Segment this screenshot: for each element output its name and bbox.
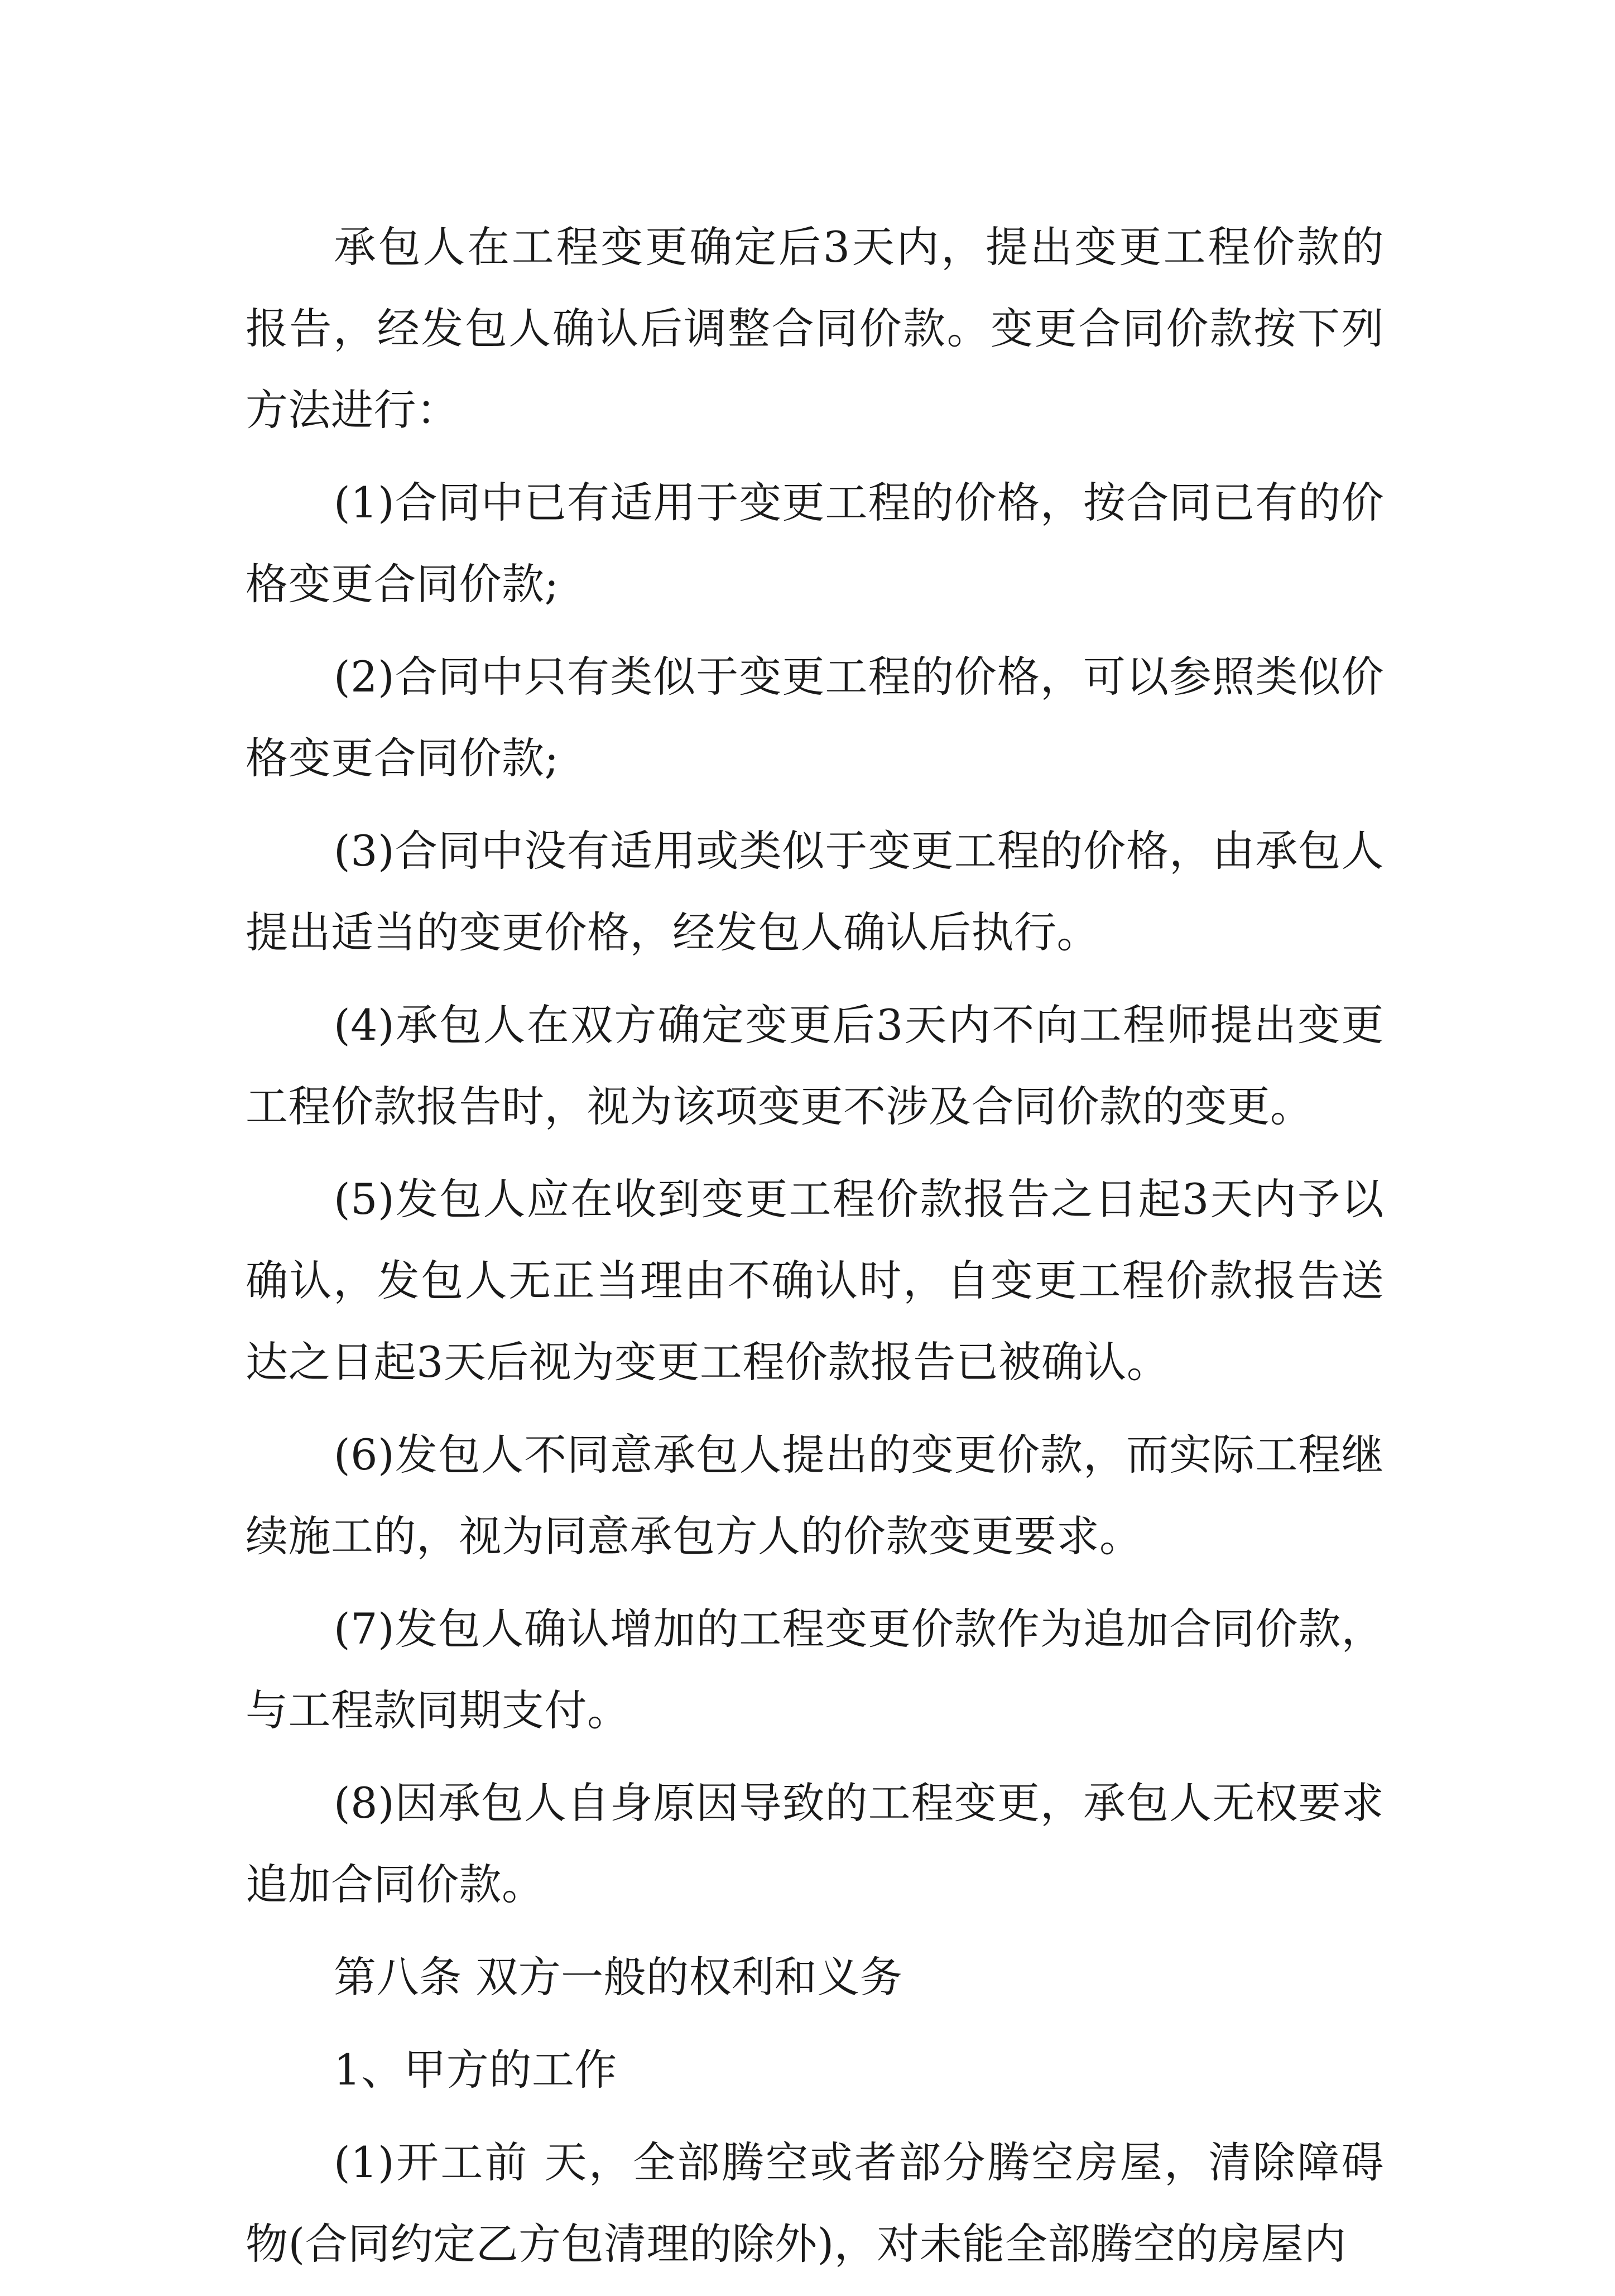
paragraph-change-price-intro: 承包人在工程变更确定后3天内，提出变更工程价款的报告，经发包人确认后调整合同价款。变更合同价款按下列方法进行： bbox=[246, 222, 1384, 435]
section-heading-article-8: 第八条 双方一般的权利和义务 bbox=[334, 1952, 903, 2002]
paragraph-item-6: (6)发包人不同意承包人提出的变更价款，而实际工程继续施工的，视为同意承包方人的价款变更要求。 bbox=[246, 1430, 1384, 1561]
paragraph-item-2: (2)合同中只有类似于变更工程的价格，可以参照类似价格变更合同价款; bbox=[246, 652, 1384, 783]
paragraph-item-4: (4)承包人在双方确定变更后3天内不向工程师提出变更工程价款报告时，视为该项变更不涉及合同价款的变更。 bbox=[246, 1000, 1384, 1131]
paragraph-item-8: (8)因承包人自身原因导致的工程变更，承包人无权要求追加合同价款。 bbox=[246, 1778, 1384, 1909]
paragraph-item-5: (5)发包人应在收到变更工程价款报告之日起3天内予以确认，发包人无正当理由不确认时，自变更工程价款报告送达之日起3天后视为变更工程价款报告已被确认。 bbox=[246, 1174, 1384, 1387]
subsection-heading-party-a-work: 1、甲方的工作 bbox=[334, 2045, 617, 2095]
paragraph-item-1: (1)合同中已有适用于变更工程的价格，按合同已有的价格变更合同价款; bbox=[246, 478, 1384, 609]
contract-body-text bbox=[246, 206, 1384, 2296]
paragraph-item-7: (7)发包人确认增加的工程变更价款作为追加合同价款，与工程款同期支付。 bbox=[246, 1604, 1384, 1735]
paragraph-party-a-item-1: (1)开工前 天，全部腾空或者部分腾空房屋，清除障碍物(合同约定乙方包清理的除外)，对未能全部腾空的房屋内 bbox=[246, 2138, 1384, 2269]
paragraph-item-3: (3)合同中没有适用或类似于变更工程的价格，由承包人提出适当的变更价格，经发包人确认后执行。 bbox=[246, 826, 1384, 957]
